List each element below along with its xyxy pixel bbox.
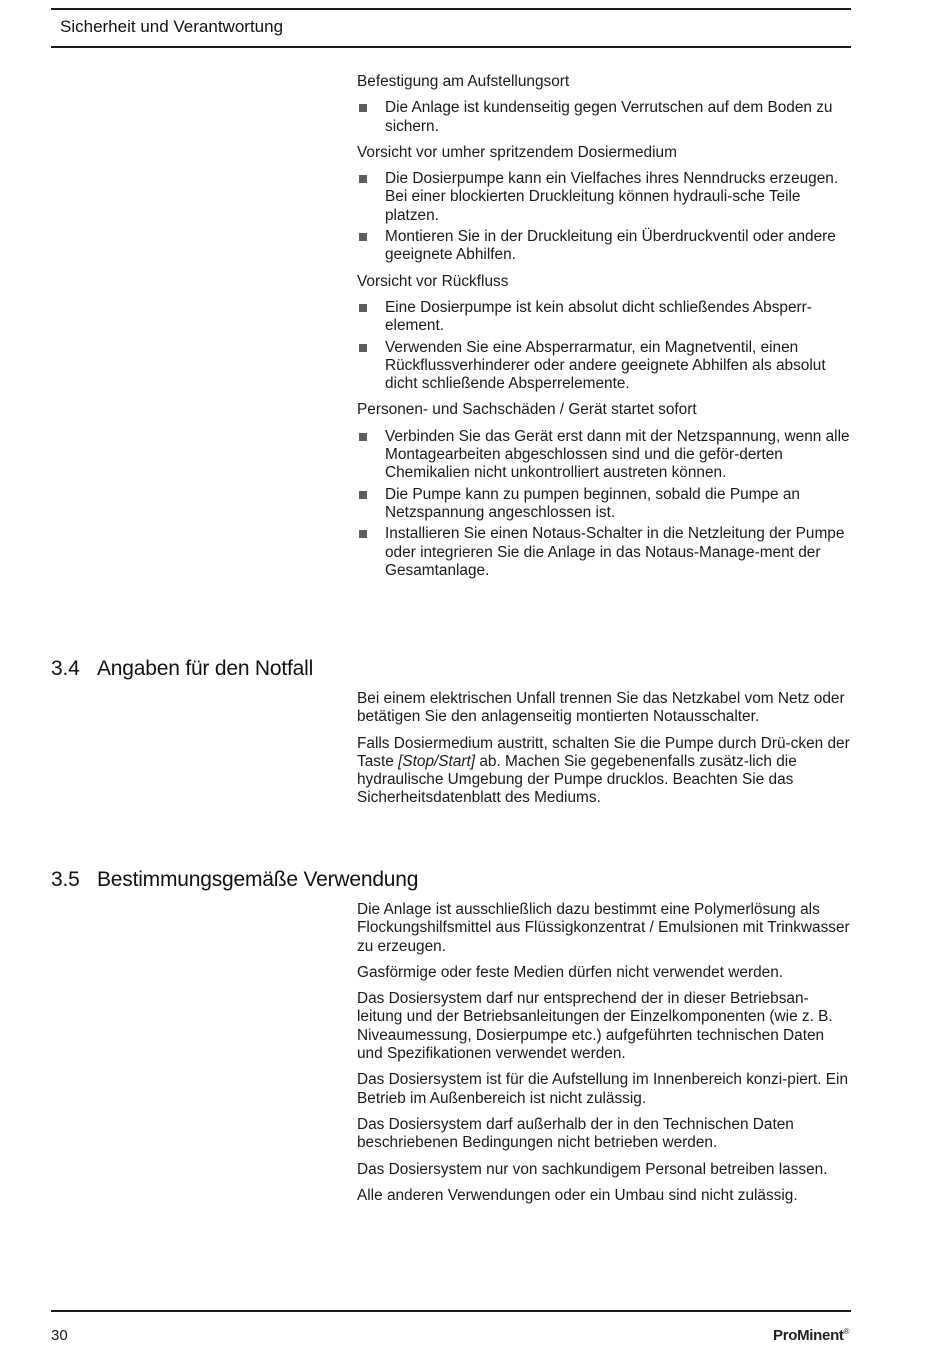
paragraph-text: Falls Dosiermedium austritt, schalten Sie die Pumpe durch Drü-cken der Taste (357, 734, 850, 770)
logo-text: ProMinent (773, 1327, 844, 1344)
paragraph: Alle anderen Verwendungen oder ein Umbau sind nicht zulässig. (357, 1186, 798, 1204)
key-label-stop-start: [Stop/Start] (398, 752, 476, 770)
bullet-item: Die Anlage ist kundenseitig gegen Verrutschen auf dem Boden zu sichern. (357, 99, 851, 136)
paragraph: Das Dosiersystem darf außerhalb der in den Technischen Daten beschriebenen Bedingungen nicht betrieben werden. (357, 1115, 794, 1152)
safety-column (357, 73, 851, 588)
bullet-list (357, 99, 851, 136)
safety-block (357, 273, 851, 394)
bullet-list (357, 299, 851, 393)
safety-block (357, 401, 851, 580)
paragraph-text: ab. Machen Sie gegebenenfalls zusätz-lich die hydraulische Umgebung der Pumpe drucklos. Beachten Sie das Sicherheitsdatenblatt des Mediums. (357, 752, 797, 807)
safety-block-title: Vorsicht vor Rückfluss (357, 272, 509, 290)
header-top-rule (51, 8, 851, 10)
bullet-item: Die Dosierpumpe kann ein Vielfaches ihres Nenndrucks erzeugen. Bei einer blockierten Druckleitung können hydrauli-sche Teile platzen. (357, 170, 851, 225)
bullet-item: Verbinden Sie das Gerät erst dann mit der Netzspannung, wenn alle Montagearbeiten abgeschlossen sind und die geför-derten Chemikalien nicht unkontrolliert austreten können. (357, 428, 851, 483)
bullet-list (357, 428, 851, 580)
header-bottom-rule (51, 46, 851, 48)
safety-block (357, 144, 851, 265)
safety-block (357, 73, 851, 136)
paragraph: Das Dosiersystem ist für die Aufstellung im Innenbereich konzi-piert. Ein Betrieb im Außenbereich ist nicht zulässig. (357, 1071, 849, 1107)
bullet-list (357, 170, 851, 264)
running-header: Sicherheit und Verantwortung (60, 17, 284, 36)
section-heading-3-5 (51, 867, 418, 893)
bullet-item: Montieren Sie in der Druckleitung ein Überdruckventil oder andere geeignete Abhilfen. (357, 228, 851, 265)
paragraph: Bei einem elektrischen Unfall trennen Sie das Netzkabel vom Netz oder betätigen Sie den anlagenseitig montierten Notausschalter. (357, 690, 845, 726)
registered-mark: ® (843, 1327, 850, 1336)
section-heading-3-4 (51, 656, 313, 682)
safety-block-title: Vorsicht vor umher spritzendem Dosiermedium (357, 143, 677, 161)
page-number: 30 (51, 1327, 68, 1344)
section-3-4-body (357, 690, 851, 816)
section-title: Bestimmungsgemäße Verwendung (97, 868, 419, 891)
brand-logo (773, 1327, 849, 1344)
footer-rule (51, 1310, 851, 1312)
section-3-5-body (357, 901, 851, 1213)
section-number: 3.5 (51, 868, 80, 891)
paragraph: Das Dosiersystem darf nur entsprechend der in dieser Betriebsan-leitung und der Betriebsanleitungen der Einzelkomponenten (wie z. B. Niveaumessung, Dosierpumpe etc.) aufgeführten technischen Daten und Spezifikationen verwendet werden. (357, 990, 833, 1063)
safety-block-title: Befestigung am Aufstellungsort (357, 73, 570, 90)
bullet-item: Die Pumpe kann zu pumpen beginnen, sobald die Pumpe an Netzspannung angeschlossen ist. (357, 486, 851, 523)
bullet-item: Installieren Sie einen Notaus-Schalter in die Netzleitung der Pumpe oder integrieren Sie die Anlage in das Notaus-Manage-ment der Gesamtanlage. (357, 525, 851, 580)
bullet-item: Verwenden Sie eine Absperrarmatur, ein Magnetventil, einen Rückflussverhinderer oder andere geeignete Abhilfen als absolut dicht schließende Absperrelemente. (357, 339, 851, 394)
section-title: Angaben für den Notfall (97, 657, 314, 680)
paragraph (357, 735, 851, 808)
bullet-item: Eine Dosierpumpe ist kein absolut dicht schließendes Absperr-element. (357, 299, 851, 336)
section-number: 3.4 (51, 657, 80, 680)
safety-block-title: Personen- und Sachschäden / Gerät startet sofort (357, 401, 697, 419)
paragraph: Gasförmige oder feste Medien dürfen nicht verwendet werden. (357, 963, 784, 981)
paragraph: Das Dosiersystem nur von sachkundigem Personal betreiben lassen. (357, 1160, 828, 1178)
paragraph: Die Anlage ist ausschließlich dazu bestimmt eine Polymerlösung als Flockungshilfsmittel aus Flüssigkonzentrat / Emulsionen mit Trinkwasser zu erzeugen. (357, 901, 850, 955)
